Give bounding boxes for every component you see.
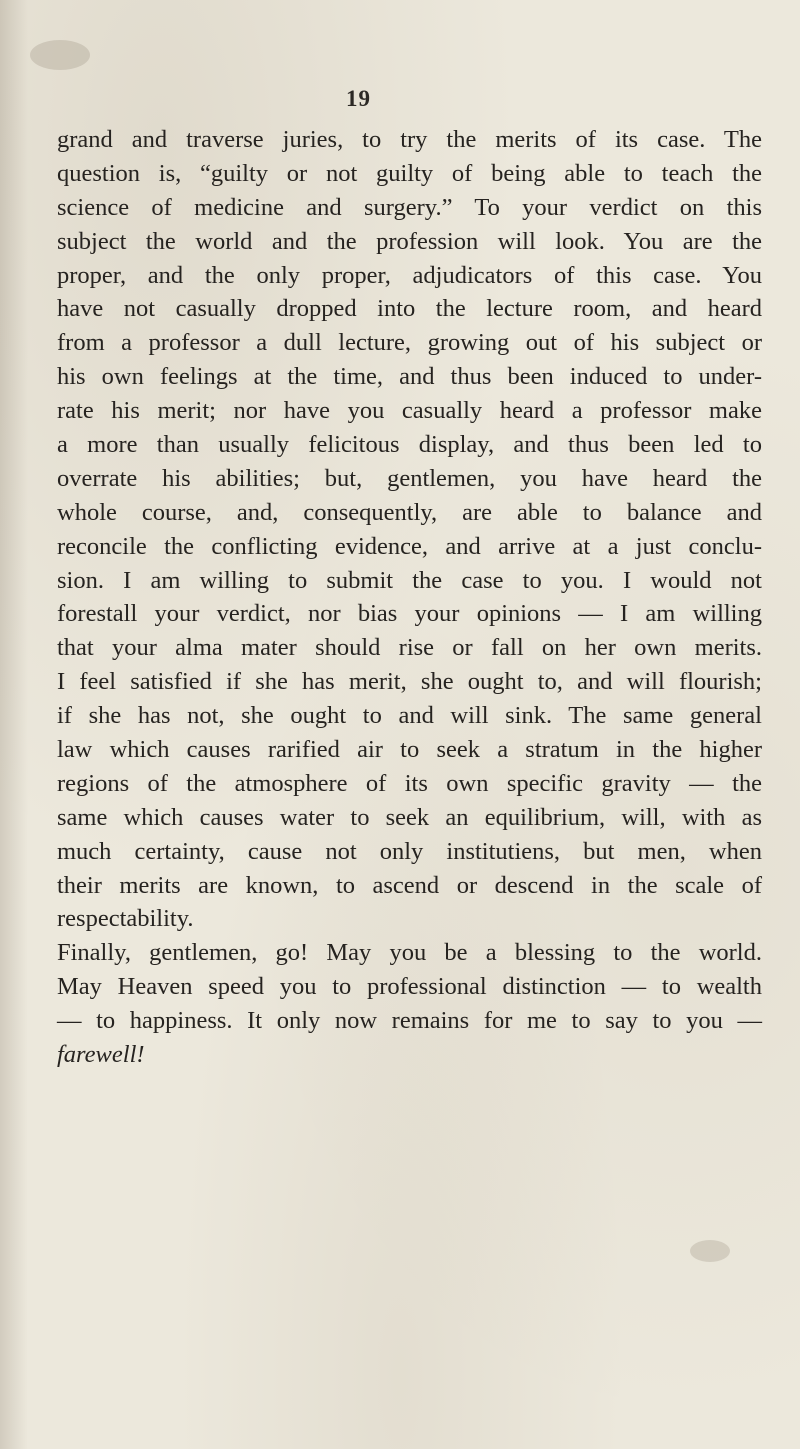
text-line: I feel satisfied if she has merit, she ought to, and will flourish;	[57, 668, 762, 696]
text-line: that your alma mater should rise or fall on her own merits.	[57, 634, 762, 662]
text-line: have not casually dropped into the lecture room, and heard	[57, 295, 762, 323]
text-line: if she has not, she ought to and will sink. The same general	[57, 702, 762, 730]
text-line: question is, “guilty or not guilty of being able to teach the	[57, 159, 762, 187]
text-line: proper, and the only proper, adjudicators of this case. You	[57, 261, 762, 289]
text-line: respectability.	[57, 905, 194, 933]
text-line: Finally, gentlemen, go! May you be a blessing to the world.	[57, 939, 762, 967]
text-line: grand and traverse juries, to try the merits of its case. The	[57, 126, 762, 153]
text-line: — to happiness. It only now remains for me to say to you —	[57, 1007, 762, 1035]
text-line: same which causes water to seek an equilibrium, will, with as	[57, 803, 762, 831]
text-line: reconcile the conflicting evidence, and arrive at a just conclu-	[57, 532, 762, 560]
text-line: law which causes rarified air to seek a stratum in the higher	[57, 736, 762, 764]
paper-stain	[30, 40, 90, 70]
text-line: sion. I am willing to submit the case to you. I would not	[57, 566, 762, 594]
text-line: overrate his abilities; but, gentlemen, you have heard the	[57, 464, 762, 492]
body-text	[57, 123, 762, 1072]
text-line: rate his merit; nor have you casually heard a professor make	[57, 397, 762, 425]
text-line: forestall your verdict, nor bias your opinions — I am willing	[57, 600, 762, 628]
text-line: regions of the atmosphere of its own specific gravity — the	[57, 769, 762, 797]
text-line: much certainty, cause not only institutiens, but men, when	[57, 837, 762, 865]
text-line: his own feelings at the time, and thus been induced to under-	[57, 363, 762, 391]
page-number: 19	[346, 86, 371, 111]
paper-stain	[690, 1240, 730, 1262]
text-line: whole course, and, consequently, are able to balance and	[57, 498, 762, 526]
text-line: from a professor a dull lecture, growing out of his subject or	[57, 329, 762, 357]
text-line: subject the world and the profession will look. You are the	[57, 227, 762, 255]
page-edge-shadow	[0, 0, 28, 1449]
text-line: May Heaven speed you to professional distinction — to wealth	[57, 973, 762, 1001]
text-line: science of medicine and surgery.” To your verdict on this	[57, 193, 762, 221]
text-line: their merits are known, to ascend or descend in the scale of	[57, 871, 762, 899]
closing-word: farewell!	[57, 1041, 145, 1069]
text-line: a more than usually felicitous display, and thus been led to	[57, 431, 762, 459]
